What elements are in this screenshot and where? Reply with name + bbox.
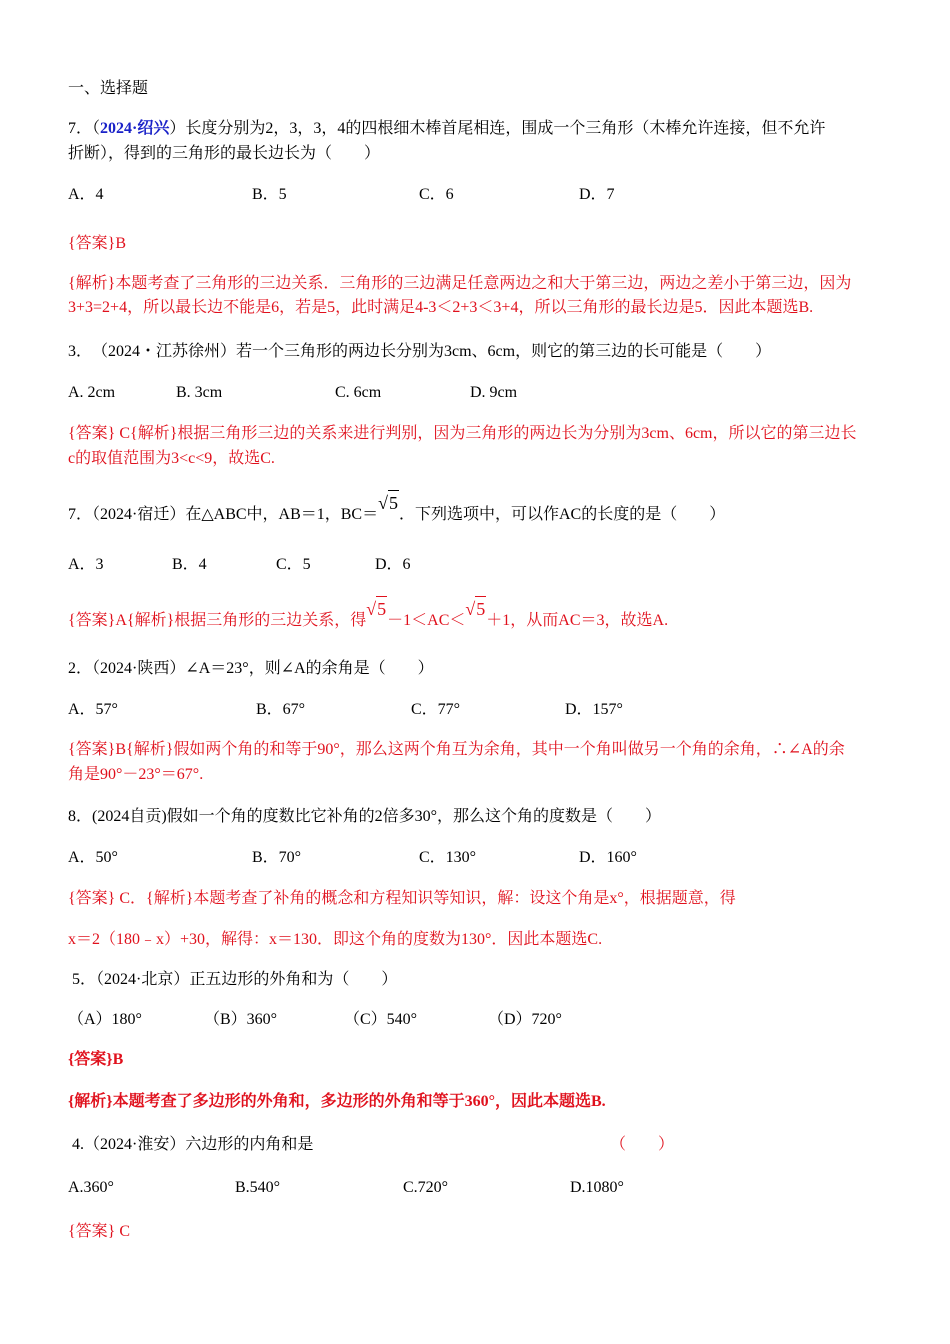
option-d: D.1080°: [570, 1179, 624, 1196]
analysis-cont: c的取值范围为3<c<9，故选C.: [68, 450, 275, 467]
sqrt-symbol: √5: [366, 606, 387, 631]
question-2-shaanxi: 2．（2024·陕西）∠A＝23°，则∠A的余角是（ ）: [68, 660, 434, 677]
question-7-shaoxing: [68, 117, 825, 141]
answer-analysis: {答案} C．{解析}本题考查了补角的概念和方程知识等知识，解：设这个角是x°，根据题意，得: [68, 890, 736, 907]
option-c: C.720°: [403, 1179, 449, 1196]
option-c: C. 6cm: [335, 384, 382, 401]
question-number: 7．（: [68, 120, 101, 137]
option-b: B. 3cm: [176, 384, 223, 401]
option-b: B．67°: [256, 701, 306, 718]
answer-analysis: {答案}B{解析}假如两个角的和等于90°，那么这两个角互为余角，其中一个角叫做另一个角的余角，∴∠A的余: [68, 741, 845, 758]
analysis-cont: x＝2（180﹣x）+30，解得：x＝130．即这个角的度数为130°．因此本题选C.: [68, 931, 603, 948]
analysis-cont: 3+3=2+4，所以最长边不能是6，若是5，此时满足4-3＜2+3＜3+4，所以三角形的最长边是5．因此本题选B.: [68, 299, 814, 316]
option-c: C．6: [419, 186, 454, 203]
option-b: B．5: [252, 186, 287, 203]
option-a: A.360°: [68, 1179, 114, 1196]
option-b: （B）360°: [204, 1011, 278, 1028]
analysis-cont: 角是90°－23°＝67°.: [68, 766, 204, 783]
question-source: 2024·绍兴: [100, 120, 170, 137]
option-d: D. 9cm: [470, 384, 518, 401]
option-d: D．160°: [579, 849, 637, 866]
option-c: C．77°: [411, 701, 461, 718]
option-c: C．5: [276, 556, 311, 573]
option-a: A．50°: [68, 849, 118, 866]
option-d: D．6: [375, 556, 411, 573]
answer-analysis: [68, 599, 669, 633]
option-d: D．7: [579, 186, 615, 203]
question-3-xuzhou: 3． （2024・江苏徐州）若一个三角形的两边长分别为3cm、6cm，则它的第三边的长可能是（ ）: [68, 343, 772, 360]
answer: {答案} C: [68, 1223, 131, 1240]
option-b: B．70°: [252, 849, 302, 866]
answer: {答案}B: [68, 1051, 124, 1068]
analysis-text: {答案}A{解析}根据三角形的三边关系，得: [68, 612, 367, 629]
answer-paren: （ ）: [610, 1136, 675, 1153]
analysis-text: ＋1，从而AC＝3，故选A.: [486, 612, 669, 629]
option-a: A．57°: [68, 701, 118, 718]
option-c: （C）540°: [344, 1011, 418, 1028]
analysis-text: －1＜AC＜: [387, 612, 466, 629]
answer-analysis: {答案} C{解析}根据三角形三边的关系来进行判别，因为三角形的两边长为分别为3cm、6cm，所以它的第三边长: [68, 425, 857, 442]
question-text: 7．（2024·宿迁）在△ABC中，AB＝1，BC＝: [68, 506, 379, 523]
option-a: （A）180°: [68, 1011, 142, 1028]
answer: {答案}B: [68, 235, 127, 252]
question-4-huaian: 4.（2024·淮安）六边形的内角和是: [72, 1136, 314, 1153]
option-d: （D）720°: [488, 1011, 562, 1028]
section-title: 一、选择题: [68, 80, 149, 97]
question-text-cont: ．下列选项中，可以作AC的长度的是（ ）: [399, 506, 726, 523]
question-5-beijing: 5．（2024·北京）正五边形的外角和为（ ）: [72, 971, 398, 988]
question-7-suqian: [68, 493, 726, 527]
option-b: B．4: [172, 556, 207, 573]
analysis: {解析}本题考查了多边形的外角和，多边形的外角和等于360°，因此本题选B.: [68, 1093, 606, 1110]
option-c: C．130°: [419, 849, 477, 866]
option-b: B.540°: [235, 1179, 281, 1196]
option-a: A．4: [68, 186, 104, 203]
analysis: {解析}本题考查了三角形的三边关系．三角形的三边满足任意两边之和大于第三边，两边之差小于第三边，因为: [68, 275, 852, 292]
option-a: A. 2cm: [68, 384, 116, 401]
sqrt-symbol: √5: [465, 606, 486, 631]
sqrt-symbol: √5: [378, 500, 399, 525]
question-text: ）长度分别为2，3，3，4的四根细木棒首尾相连，围成一个三角形（木棒允许连接，但不允许: [169, 120, 826, 137]
question-text-cont: 折断），得到的三角形的最长边长为（ ）: [68, 145, 381, 162]
option-a: A．3: [68, 556, 104, 573]
question-8-zigong: 8．(2024自贡)假如一个角的度数比它补角的2倍多30°，那么这个角的度数是（ ）: [68, 808, 662, 825]
option-d: D．157°: [565, 701, 623, 718]
